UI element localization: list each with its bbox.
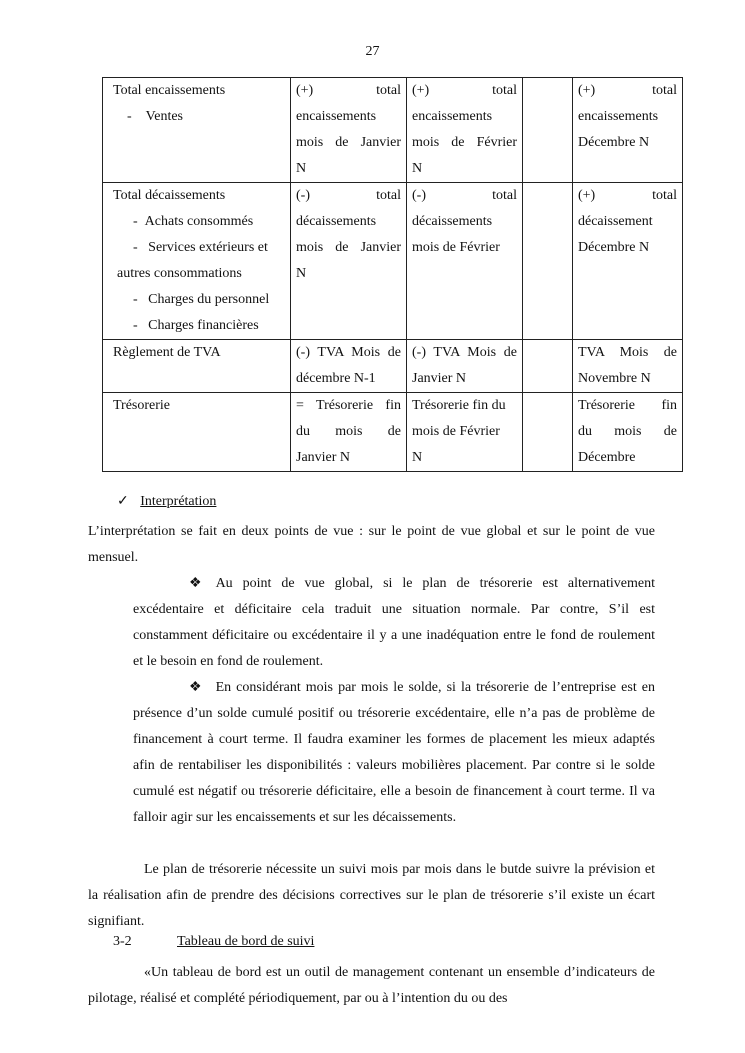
checkmark-icon: ✓: [117, 494, 129, 509]
label-line: - Services extérieurs et: [133, 240, 268, 255]
cell-line: Décembre: [578, 450, 636, 465]
cell-line: Novembre N: [578, 371, 651, 386]
cell-line: Trésorerie fin: [578, 398, 677, 413]
diamond-bullet-icon: ❖: [189, 576, 202, 591]
label-line: Règlement de TVA: [113, 345, 221, 360]
closing-paragraph: Le plan de trésorerie nécessite un suivi mois par mois dans le butde suivre la prévision et la réalisation afin de prendre des décisions correctives sur le plan de trésorerie s’il existe un écart signifiant.: [88, 862, 655, 929]
page-number: 27: [365, 44, 380, 59]
label-line: Total décaissements: [113, 188, 226, 203]
cell-line: = Trésorerie fin: [296, 398, 401, 413]
cell-line: (+) total: [412, 83, 517, 98]
diamond-bullet-icon: ❖: [189, 680, 202, 695]
section-number: 3-2: [113, 934, 132, 949]
row-label: [103, 393, 291, 472]
interpretation-intro: L’interprétation se fait en deux points de vue : sur le point de vue global et sur le point de vue mensuel.: [88, 524, 655, 565]
interpretation-heading: [117, 493, 216, 510]
cell-fevrier: [407, 78, 523, 183]
cell-line: N: [296, 161, 307, 176]
cell-line: (-) TVA Mois de: [412, 345, 517, 360]
cell-line: (+) total: [578, 188, 677, 203]
label-line: Total encaissements: [113, 83, 226, 98]
cell-line: décaissements: [412, 214, 493, 229]
cash-plan-table: [102, 77, 683, 472]
cell-empty: [523, 78, 573, 183]
cell-line: (+) total: [296, 83, 401, 98]
cell-line: Janvier N: [412, 371, 467, 386]
label-line: autres consommations: [117, 266, 242, 281]
cell-line: mois de Janvier: [296, 135, 401, 150]
cell-line: (-) total: [412, 188, 517, 203]
cell-line: Trésorerie fin du: [412, 398, 506, 413]
label-line: Trésorerie: [113, 398, 171, 413]
cell-line: encaissements: [412, 109, 493, 124]
cell-line: mois de Février: [412, 240, 500, 255]
cell-line: N: [412, 161, 423, 176]
cell-janvier: [291, 78, 407, 183]
cell-line: Décembre N: [578, 240, 650, 255]
cell-empty: [523, 183, 573, 340]
cell-janvier: [291, 340, 407, 393]
cell-line: Décembre N: [578, 135, 650, 150]
cell-line: décaissement: [578, 214, 653, 229]
cell-line: mois de Février: [412, 424, 500, 439]
table-row-decaissements: [103, 183, 683, 340]
cell-fevrier: [407, 183, 523, 340]
bullet-text: En considérant mois par mois le solde, si la trésorerie de l’entreprise est en présence d’un solde cumulé positif ou trésorerie excédentaire, elle n’a pas de problème de financement à court terme. Il faudra examiner les formes de placement les mieux adaptés afin de rentabiliser les disponibilités : valeurs mobilières placement. Par contre si le solde cumulé est négatif ou trésorerie déficitaire, elle a besoin de financement à court terme. Il va falloir agir sur les encaissements et sur les décaissements.: [133, 680, 655, 825]
cell-line: N: [296, 266, 307, 281]
cell-janvier: [291, 183, 407, 340]
cell-line: mois de Janvier: [296, 240, 401, 255]
bullet-mensuel: [133, 675, 655, 831]
cell-fevrier: [407, 340, 523, 393]
cell-line: du mois de: [296, 424, 401, 439]
cell-empty: [523, 340, 573, 393]
table-row-encaissements: [103, 78, 683, 183]
cell-decembre: [573, 393, 683, 472]
bullet-global: [133, 571, 655, 675]
section-title: Tableau de bord de suivi: [177, 934, 315, 949]
cell-decembre: [573, 340, 683, 393]
table-row-tresorerie: [103, 393, 683, 472]
label-line: - Charges du personnel: [133, 292, 270, 307]
cell-empty: [523, 393, 573, 472]
cell-fevrier: [407, 393, 523, 472]
label-line: - Charges financières: [133, 318, 259, 333]
cell-line: (-) TVA Mois de: [296, 345, 401, 360]
cell-line: N: [412, 450, 423, 465]
bullet-text: Au point de vue global, si le plan de trésorerie est alternativement excédentaire et déficitaire cela traduit une situation normale. Par contre, S’il est constamment déficitaire ou excédentaire il y a une inadéquation entre le fond de roulement et le besoin en fond de roulement.: [133, 576, 655, 669]
row-label: [103, 78, 291, 183]
cell-line: encaissements: [578, 109, 659, 124]
cell-line: du mois de: [578, 424, 677, 439]
row-label: [103, 340, 291, 393]
cell-decembre: [573, 183, 683, 340]
table-row-tva: [103, 340, 683, 393]
cell-line: décembre N-1: [296, 371, 376, 386]
cell-line: (-) total: [296, 188, 401, 203]
row-label: [103, 183, 291, 340]
interpretation-title: Interprétation: [140, 494, 217, 509]
cell-line: TVA Mois de: [578, 345, 677, 360]
cell-decembre: [573, 78, 683, 183]
cell-line: Janvier N: [296, 450, 351, 465]
section-heading: [113, 934, 314, 950]
cell-line: décaissements: [296, 214, 377, 229]
cell-line: (+) total: [578, 83, 677, 98]
cell-line: encaissements: [296, 109, 377, 124]
section-paragraph: «Un tableau de bord est un outil de management contenant un ensemble d’indicateurs de pilotage, réalisé et complété périodiquement, par ou à l’intention du ou des: [88, 965, 655, 1006]
label-line: - Ventes: [127, 109, 183, 124]
cell-janvier: [291, 393, 407, 472]
cell-line: mois de Février: [412, 135, 517, 150]
label-line: - Achats consommés: [133, 214, 254, 229]
